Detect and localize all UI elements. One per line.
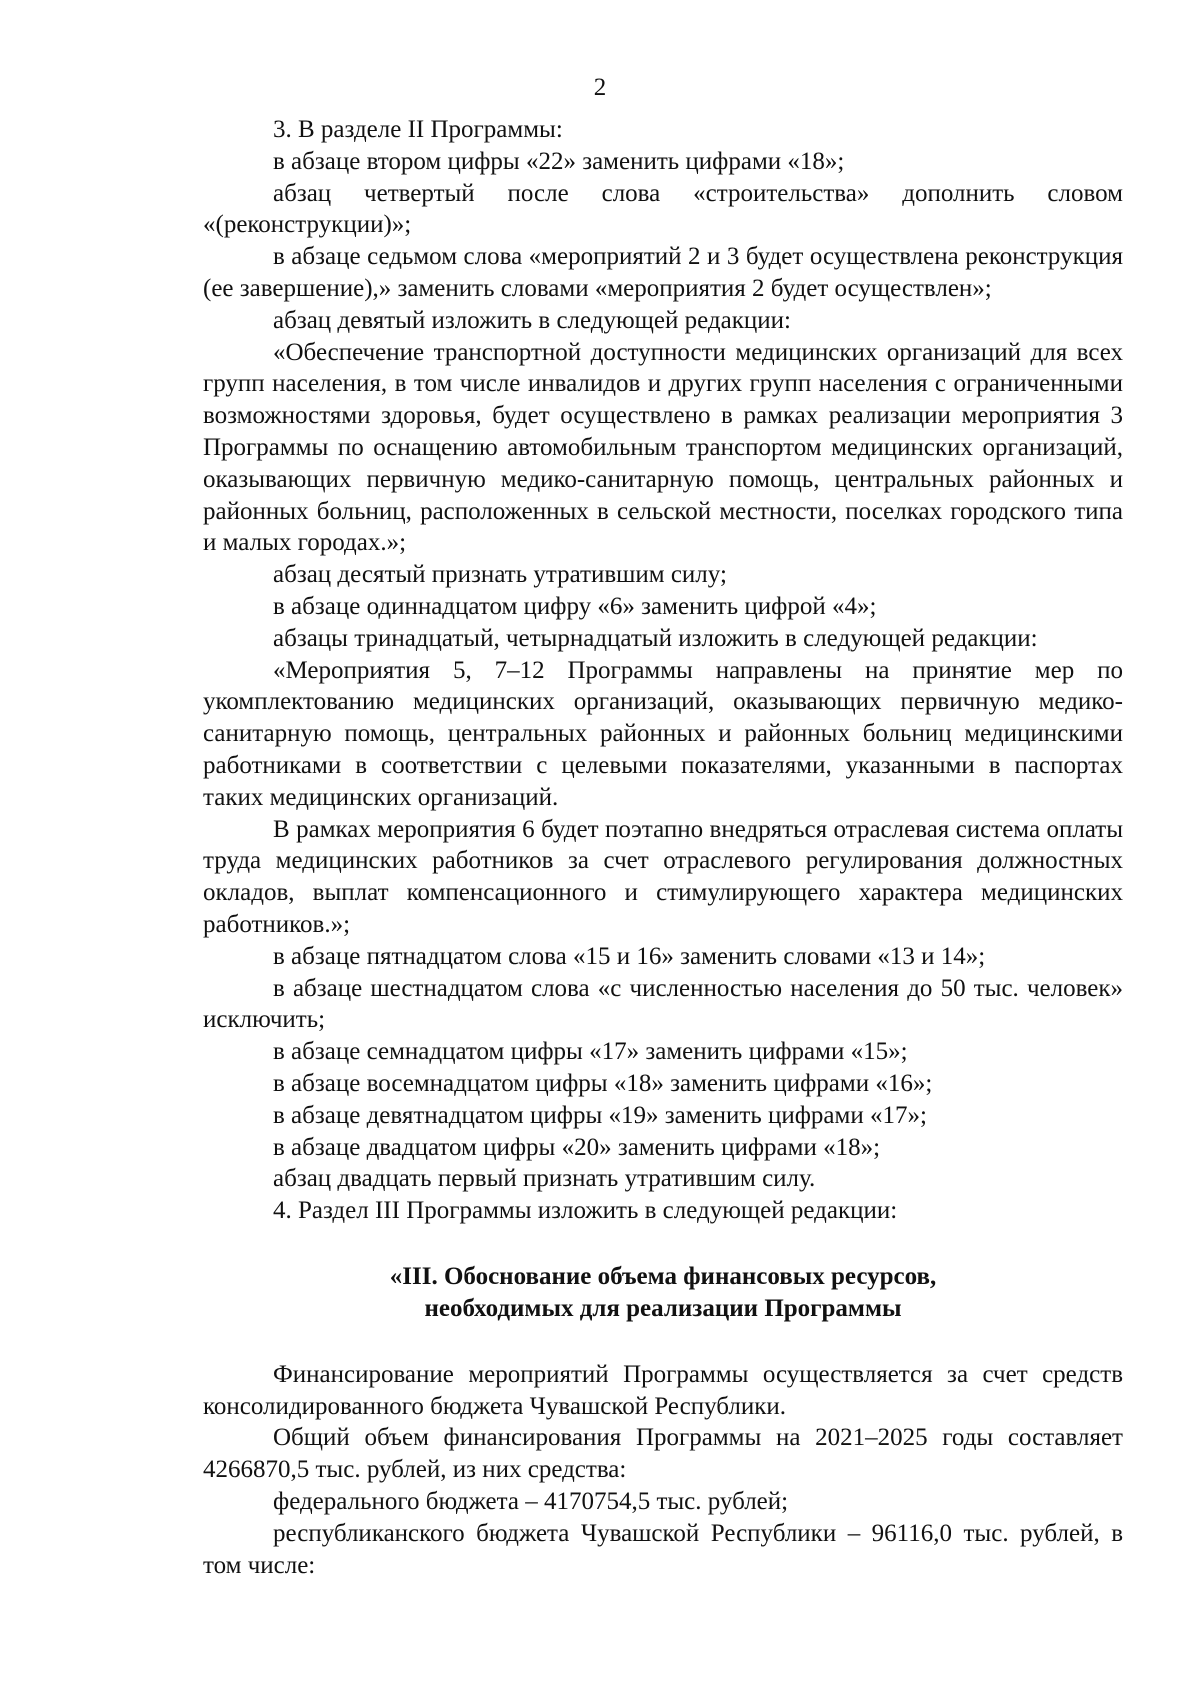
paragraph: «Мероприятия 5, 7–12 Программы направлены на принятие мер по укомплектованию медицинских организаций, оказывающих первичную медико-санитарную помощь, центральных районных и районных больниц медицинскими работниками в соответствии с целевыми показателями, указанными в паспортах таких медицинских организаций. xyxy=(203,656,1123,811)
paragraph: в абзаце двадцатом цифры «20» заменить цифрами «18»; xyxy=(273,1133,881,1161)
paragraph: В рамках мероприятия 6 будет поэтапно внедряться отраслевая система оплаты труда медицинских работников за счет отраслевого регулирования должностных окладов, выплат компенсационного и стимулирующего характера медицинских работников.»; xyxy=(203,815,1123,938)
paragraph: в абзаце втором цифры «22» заменить цифрами «18»; xyxy=(273,147,845,175)
paragraph: в абзаце шестнадцатом слова «с численностью населения до 50 тыс. человек» исключить; xyxy=(203,974,1123,1034)
section-heading xyxy=(203,1261,1123,1325)
paragraph: в абзаце семнадцатом цифры «17» заменить цифрами «15»; xyxy=(273,1038,908,1066)
section-heading-line: «III. Обоснование объема финансовых ресурсов, xyxy=(389,1262,937,1290)
paragraph: 3. В разделе II Программы: xyxy=(273,116,563,143)
paragraph: в абзаце девятнадцатом цифры «19» заменить цифрами «17»; xyxy=(273,1101,927,1129)
paragraph: абзац десятый признать утратившим силу; xyxy=(273,561,727,589)
paragraph: в абзаце седьмом слова «мероприятий 2 и 3 будет осуществлена реконструкция (ее завершение),» заменить словами «мероприятия 2 будет осуществлен»; xyxy=(203,243,1123,302)
paragraph: абзац двадцать первый признать утратившим силу. xyxy=(273,1165,816,1193)
paragraph: абзац девятый изложить в следующей редакции: xyxy=(273,306,791,334)
section-heading-line: необходимых для реализации Программы xyxy=(424,1294,902,1322)
document-body xyxy=(203,114,1123,1581)
paragraph: 4. Раздел III Программы изложить в следующей редакции: xyxy=(273,1197,898,1225)
paragraph: Общий объем финансирования Программы на 2021–2025 годы составляет 4266870,5 тыс. рублей, из них средства: xyxy=(203,1424,1123,1484)
paragraph: абзацы тринадцатый, четырнадцатый изложить в следующей редакции: xyxy=(273,624,1038,652)
paragraph: «Обеспечение транспортной доступности медицинских организаций для всех групп населения, в том числе инвалидов и других групп населения с ограниченными возможностями здоровья, будет осуществлено в рамках реализации мероприятия 3 Программы по оснащению автомобильным транспортом медицинских организаций, оказывающих первичную медико-санитарную помощь, центральных районных и районных больниц, расположенных в сельской местности, поселках городского типа и малых городах.»; xyxy=(203,338,1123,557)
paragraph: республиканского бюджета Чувашской Республики – 96116,0 тыс. рублей, в том числе: xyxy=(203,1519,1123,1579)
paragraph: в абзаце одиннадцатом цифру «6» заменить цифрой «4»; xyxy=(273,592,877,620)
paragraph: абзац четвертый после слова «строительства» дополнить словом «(реконструкции)»; xyxy=(203,179,1123,239)
paragraph: в абзаце восемнадцатом цифры «18» заменить цифрами «16»; xyxy=(273,1069,933,1097)
page-number: 2 xyxy=(593,74,607,101)
paragraph: в абзаце пятнадцатом слова «15 и 16» заменить словами «13 и 14»; xyxy=(273,942,986,970)
paragraph: федерального бюджета – 4170754,5 тыс. рублей; xyxy=(273,1488,789,1516)
paragraph: Финансирование мероприятий Программы осуществляется за счет средств консолидированного бюджета Чувашской Республики. xyxy=(203,1360,1123,1420)
